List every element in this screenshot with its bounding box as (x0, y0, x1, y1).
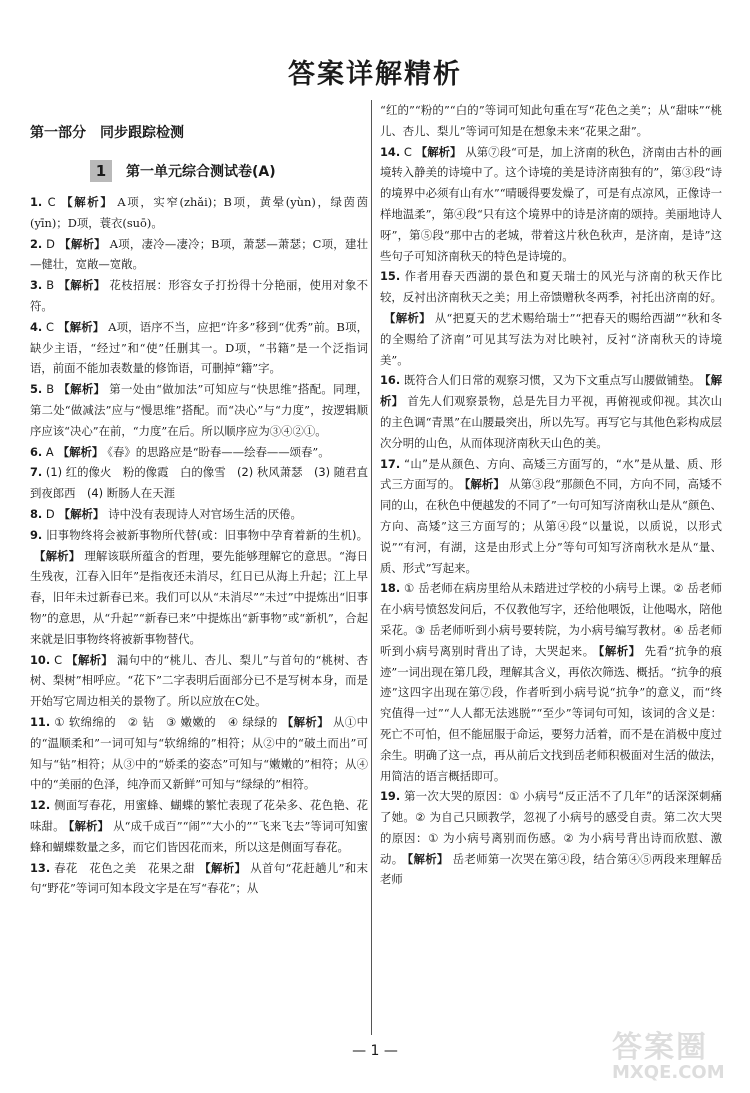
question-number: 5. (30, 382, 43, 397)
analysis-tag: 【解析】 (407, 851, 449, 866)
answer-item (30, 858, 368, 900)
analysis-tag: 【解析】 (380, 373, 722, 409)
analysis-tag: 【解析】 (58, 506, 105, 521)
analysis-text: 理解该联所蕴含的哲理，要先能够理解它的意思。“海日生残夜，江春入旧年”是指夜还未消尽，红日已从海上升起；江上早春，旧年未过新春已来。我们可以从“未消尽”“未过”中提炼出“旧事物”的意思，从“升起”“新春已来”中提炼出“新事物”或“新机”，合起来就是旧事物终将被新事物替代。 (30, 548, 368, 646)
unit-number-badge: 1 (90, 160, 112, 182)
analysis-tag: 【解析】 (415, 144, 462, 159)
analysis-tag: 【解析】 (281, 714, 329, 729)
part-heading: 第一部分 同步跟踪检测 (30, 125, 184, 141)
question-number: 4. (30, 319, 43, 334)
answer-item (30, 795, 368, 857)
analysis-tag: 【解析】 (59, 195, 114, 209)
analysis-text: 岳老师第一次哭在第④段，结合第④⑤两段来理解岳老师 (380, 851, 722, 887)
answer-text: (1) 红的像火 粉的像霞 白的像雪 (2) 秋风萧瑟 (3) 随君直到夜郎西 (4) 断肠人在天涯 (30, 465, 368, 501)
analysis-text: 从第⑦段“可是，加上济南的秋色，济南由古朴的画境转入静美的诗境中了。这个诗境的美是诗济南独有的”，第③段“诗的境界中必须有山有水”“晴暖得要发燥了，可是有点凉风，正像诗一样地温柔”，第④段“只有这个境界中的诗是济南的颂持。美丽地诗人呀”，第⑤段“那中古的老城，带着这片秋色秋声，是济南，是诗”这些句子可知济南秋天的特色是诗境的。 (380, 144, 722, 263)
answer-item (30, 275, 368, 317)
analysis-text: 从第③段“那颜色不同，方向不同，高矮不同的山，在秋色中便越发的不同了”一句可知写济南秋山是从“颜色、方向、高矮”这三方面写的；从第④段“以量说，以质说，以形式说”“有河，有湖，这是由形式上分”等句可知写济南秋水是从“量、质、形式”写起来。 (380, 477, 722, 575)
answer-text: B (46, 278, 55, 293)
answer-text: 作者用春天西湖的景色和夏天瑞士的风光与济南的秋天作比较，反衬出济南秋天之美；用上帝馈赠秋冬两季，衬托出济南的好。 (380, 269, 722, 305)
answer-item (30, 525, 368, 650)
answer-item (380, 142, 722, 267)
question-number: 17. (380, 456, 401, 471)
answer-text: ① 软绵绵的 ② 钻 ③ 嫩嫩的 ④ 绿绿的 (54, 714, 278, 729)
answer-text: B (46, 382, 55, 397)
answer-item (380, 454, 722, 579)
answer-text: 春花 花色之美 花果之甜 (54, 860, 196, 875)
analysis-text: A项，实窄(zhǎi)；B项，黄晕(yùn)，绿茵茵(yīn)；D项，蓑衣(suō)。 (30, 195, 368, 230)
answer-text: D (45, 506, 55, 521)
answer-text: ① 岳老师在病房里给从未踏进过学校的小病号上课。② 岳老师在小病号愤怒发问后，不仅教他写字，还给他喂饭，让他喝水，陪他采花。③ 岳老师听到小病号要转院，为小病号编写教材。④ 岳老师听到小病号离别时背出了诗，大哭起来。 (380, 581, 722, 658)
analysis-text: 诗中没有表现诗人对官场生活的厌倦。 (108, 506, 302, 521)
question-number: 19. (380, 789, 401, 804)
question-number: 18. (380, 581, 401, 596)
analysis-tag: 【解析】 (464, 477, 505, 492)
answer-text: “山”是从颜色、方向、高矮三方面写的，“水”是从量、质、形式三方面写的。 (380, 456, 723, 492)
watermark-url: MXQE.COM (612, 1062, 725, 1083)
answer-item (380, 578, 722, 786)
answer-item (30, 234, 368, 276)
analysis-text: A项，语序不当，应把“许多”移到“优秀”前。B项，缺少主语，“经过”和“使”任删其一。D项，“书籍”是一个泛指词语，前面不能加表数量的修饰语，可删掉“籍”字。 (30, 319, 368, 376)
column-divider (371, 100, 372, 1035)
left-column (30, 118, 368, 899)
analysis-text: 从首句“花赶趟儿”和末句“野花”等词可知本段文字是在写“春花”；从 (30, 860, 368, 896)
analysis-tag: 【解析】 (598, 643, 641, 658)
analysis-text: A项，凄冷—凄冷；B项，萧瑟—萧瑟；C项，建壮—健壮，宽敞—宽敞。 (30, 236, 368, 272)
analysis-text: 花枝招展：形容女子打扮得十分艳丽，使用对象不符。 (30, 278, 368, 313)
watermark-text: 答案圈 (612, 1030, 708, 1065)
unit-heading (90, 160, 368, 182)
analysis-tag: 【解析】 (34, 548, 81, 563)
analysis-tag: 【解析】 (58, 236, 106, 251)
analysis-text: 《春》的思路应是“盼春——绘春——颂春”。 (107, 444, 330, 459)
question-number: 13. (30, 860, 51, 875)
answer-text: 侧面写春花，用蜜蜂、蝴蝶的繁忙表现了花朵多、花色艳、花味甜。 (30, 798, 368, 833)
answer-item (30, 442, 368, 463)
watermark-logo (612, 1022, 742, 1082)
answer-text: C (47, 195, 56, 209)
question-number: 6. (30, 444, 43, 459)
answer-list-right (380, 142, 722, 891)
answer-item (30, 379, 368, 441)
question-number: 12. (30, 798, 51, 813)
answer-list-left (30, 192, 368, 899)
analysis-text: 从“成千成百”“闹”“大小的”“飞来飞去”等词可知蜜蜂和蝴蝶数量之多，而它们皆因花而来，所以这是侧面写春花。 (30, 818, 368, 854)
answer-text: 第一次大哭的原因：① 小病号“反正活不了几年”的话深深刺痛了她。② 为自己只顾教学，忽视了小病号的感受自责。第二次大哭的原因：① 为小病号离别而伤感。② 为小病号背出诗而欣慰、激动。 (380, 789, 722, 866)
question-number: 16. (380, 373, 401, 388)
question-number: 3. (30, 278, 43, 293)
question-number: 2. (30, 236, 43, 251)
answer-text: D (46, 236, 55, 251)
unit-title: 第一单元综合测试卷(A) (126, 164, 276, 180)
analysis-tag: 【解析】 (66, 652, 113, 667)
answer-item (30, 317, 368, 379)
analysis-text: 首先人们观察景物，总是先目力平视，再俯视或仰视。其次山的主色调“青黑”在山腰最突出，所以先写。再写它与其他色彩构成层次分明的山色，从而体现济南秋天山色的美。 (380, 394, 722, 450)
answer-item (380, 786, 722, 890)
answer-text: C (46, 319, 54, 334)
analysis-text: 从①中的“温顺柔和”一词可知与“软绵绵的”相符；从②中的“破土而出”可知与“钻”相符；从③中的“娇柔的姿态”可知与“嫩嫩的”相符；从④中的“美丽的色泽，纯净而又新鲜”可知与“绿绿的”相符。 (30, 714, 368, 792)
question-number: 14. (380, 144, 401, 159)
analysis-tag: 【解析】 (384, 310, 431, 325)
continued-text: “红的”“粉的”“白的”等词可知此句重在写“花色之美”；从“甜味”“桃儿、杏儿、梨儿”等词可知是在想象未来“花果之甜”。 (380, 103, 722, 138)
analysis-tag: 【解析】 (68, 818, 110, 833)
page-title: 答案详解精析 (288, 59, 462, 90)
analysis-text: 从“把夏天的艺术赐给瑞士”“把春天的赐给西湖”“秋和冬的全赐给了济南”可见其写法为对比映衬，反衬“济南秋天的诗境美”。 (380, 310, 722, 367)
answer-item (30, 192, 368, 234)
answer-text: A (45, 444, 54, 459)
answer-text: 旧事物终将会被新事物所代替(或：旧事物中孕育着新的生机)。 (46, 527, 369, 542)
question-number: 8. (30, 506, 43, 521)
answer-text: C (54, 652, 63, 667)
analysis-tag: 【解析】 (58, 382, 106, 397)
page-number: — 1 — (352, 1043, 398, 1059)
analysis-text: 先看“抗争的痕迹”一词出现在第几段，理解其含义，再依次筛选、概括。“抗争的痕迹”这四字出现在第⑦段，作者听到小病号说“抗争”的意义，而“终究值得一过”“人人都无法逃脱”“至少”等词句可知，该词的含义是：死亡不可怕，但不能屈服于命运，要努力活着，而不是在消极中度过余生。明确了这一点，再从前后文找到岳老师积极面对生活的做法，用简洁的语言概括即可。 (380, 643, 722, 783)
answer-item (30, 650, 368, 712)
analysis-text: 漏句中的“桃儿、杏儿、梨儿”与首句的“桃树、杏树、梨树”相呼应。“花下”二字表明后面部分已不是写树本身，而是开始写它周边相关的景物了。所以应放在C处。 (30, 652, 368, 709)
question-number: 10. (30, 652, 51, 667)
question-number: 1. (30, 195, 43, 209)
answer-item (30, 712, 368, 795)
question-number: 9. (30, 527, 43, 542)
answer-item (30, 504, 368, 525)
answer-text: C (403, 144, 412, 159)
analysis-tag: 【解析】 (57, 444, 104, 459)
question-number: 15. (380, 269, 401, 284)
question-number: 7. (30, 465, 43, 480)
answer-item (380, 266, 722, 370)
answer-item (30, 462, 368, 504)
answer-text: 既符合人们日常的观察习惯，又为下文重点写山腰做铺垫。 (403, 373, 701, 388)
analysis-tag: 【解析】 (58, 319, 105, 334)
analysis-tag: 【解析】 (58, 278, 106, 293)
right-column (380, 100, 722, 890)
analysis-tag: 【解析】 (199, 860, 247, 875)
question-number: 11. (30, 714, 51, 729)
answer-item (380, 370, 722, 453)
analysis-text: 第一处由“做加法”可知应与“快思维”搭配。同理，第二处“做减法”应与“慢思维”搭配。而“决心”与“力度”，按逻辑顺序应该“决心”在前，“力度”在后。所以顺序应为③④②①。 (30, 382, 368, 438)
